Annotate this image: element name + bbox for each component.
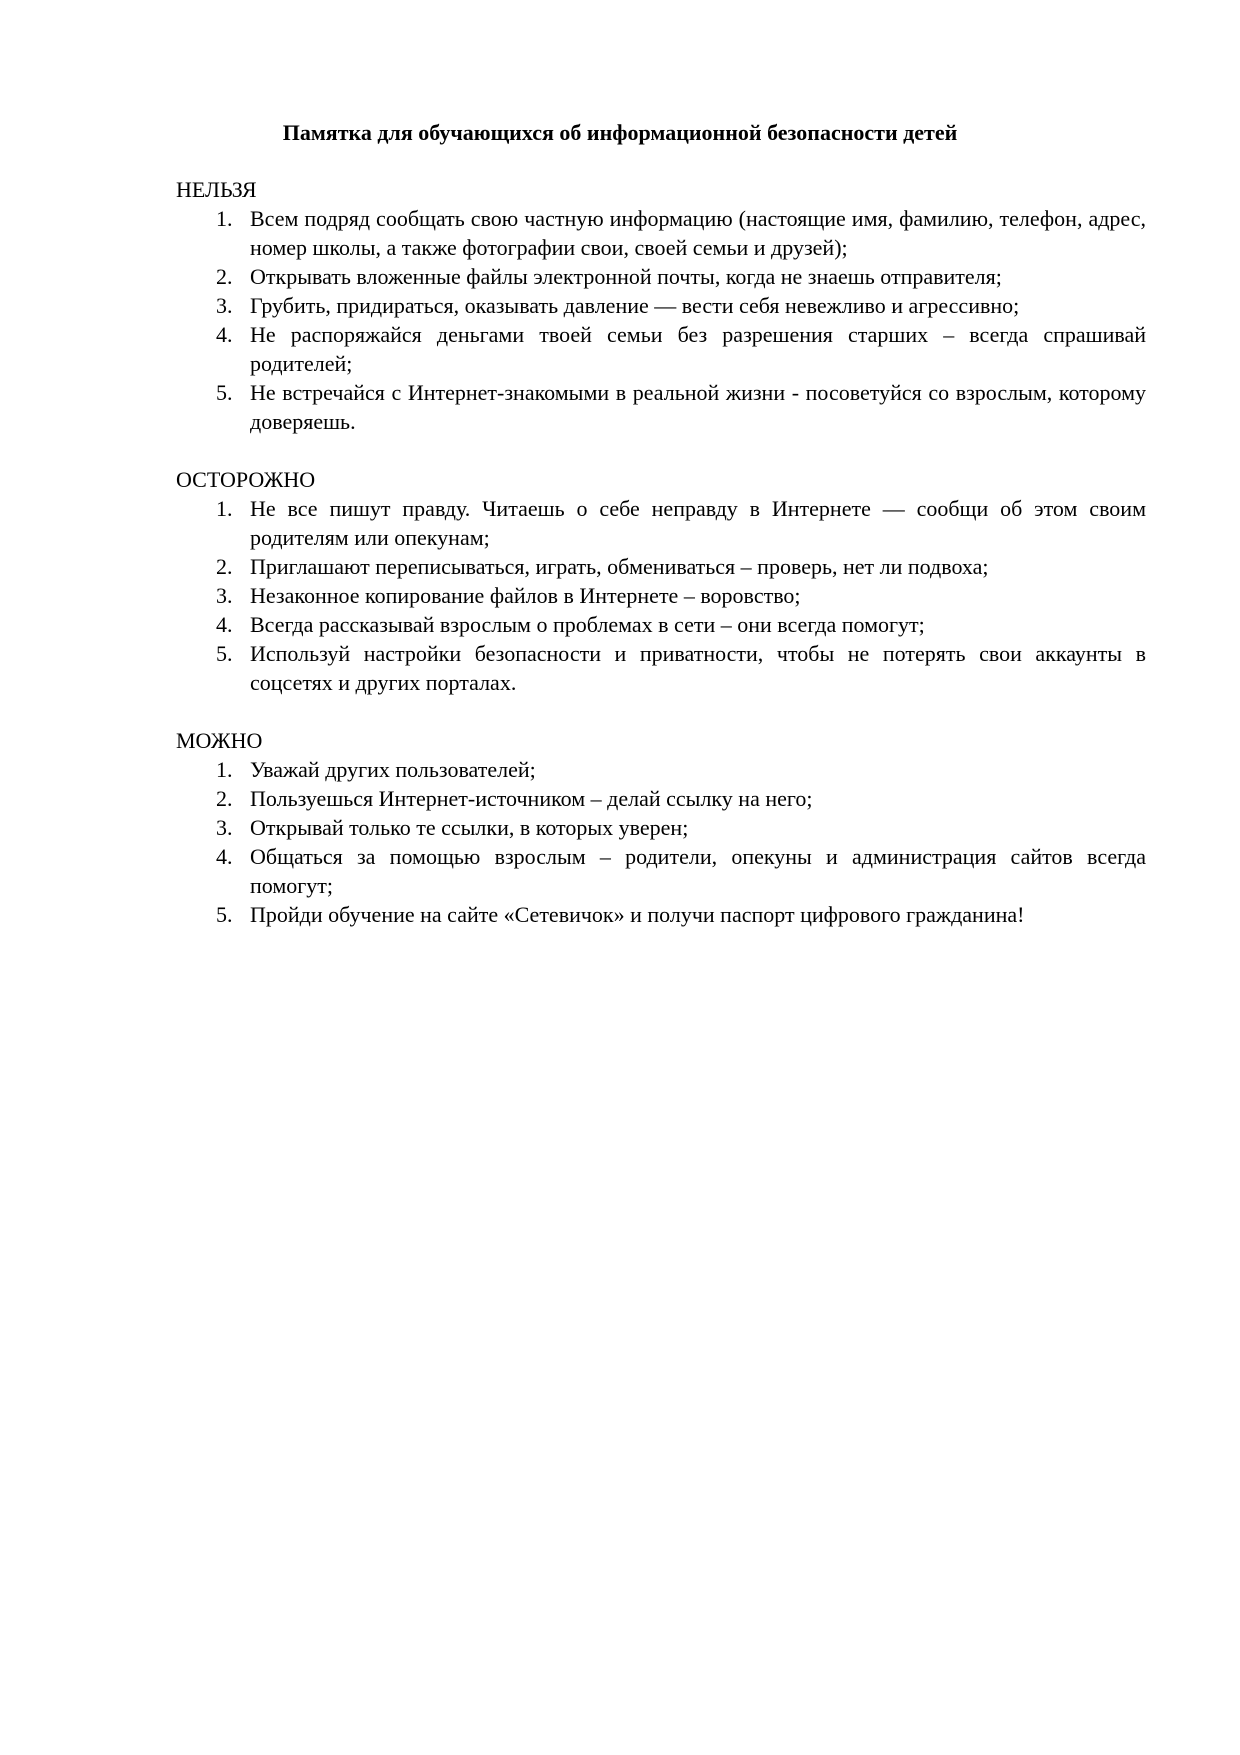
list-item <box>176 900 1146 929</box>
list-item <box>176 552 1146 581</box>
list-item <box>176 204 1146 262</box>
item-number: 2. <box>216 264 233 289</box>
section-heading: МОЖНО <box>176 728 263 753</box>
item-text: Пройди обучение на сайте «Сетевичок» и получи паспорт цифрового гражданина! <box>250 902 1025 927</box>
item-text: Незаконное копирование файлов в Интернете – воровство; <box>250 583 801 608</box>
item-number: 1. <box>216 757 233 782</box>
item-number: 5. <box>216 641 233 666</box>
list-item <box>176 755 1146 784</box>
list-item <box>176 494 1146 552</box>
list-item <box>176 378 1146 436</box>
item-number: 5. <box>216 380 233 405</box>
section-mozhno <box>176 726 1146 929</box>
item-text: Уважай других пользователей; <box>250 757 536 782</box>
item-text: Приглашают переписываться, играть, обмениваться – проверь, нет ли подвоха; <box>250 554 989 579</box>
item-list <box>176 494 1146 697</box>
section-ostorozhno <box>176 465 1146 697</box>
item-text: Не встречайся с Интернет-знакомыми в реальной жизни - посоветуйся со взрослым, которому доверяешь. <box>250 380 1146 434</box>
list-item <box>176 610 1146 639</box>
item-text: Используй настройки безопасности и приватности, чтобы не потерять свои аккаунты в соцсетях и других порталах. <box>250 641 1146 695</box>
item-number: 3. <box>216 293 233 318</box>
item-number: 3. <box>216 583 233 608</box>
item-number: 4. <box>216 322 233 347</box>
item-list <box>176 204 1146 436</box>
list-item <box>176 581 1146 610</box>
section-heading: ОСТОРОЖНО <box>176 467 316 492</box>
item-text: Не все пишут правду. Читаешь о себе неправду в Интернете — сообщи об этом своим родителям или опекунам; <box>250 496 1146 550</box>
document-content <box>176 175 1146 958</box>
item-text: Общаться за помощью взрослым – родители, опекуны и администрация сайтов всегда помогут; <box>250 844 1146 898</box>
item-number: 5. <box>216 902 233 927</box>
item-number: 2. <box>216 786 233 811</box>
list-item <box>176 784 1146 813</box>
item-list <box>176 755 1146 929</box>
section-nelzya <box>176 175 1146 436</box>
item-text: Всегда рассказывай взрослым о проблемах в сети – они всегда помогут; <box>250 612 925 637</box>
list-item <box>176 320 1146 378</box>
item-number: 3. <box>216 815 233 840</box>
list-item <box>176 813 1146 842</box>
section-heading: НЕЛЬЗЯ <box>176 177 257 202</box>
item-number: 4. <box>216 844 233 869</box>
item-text: Открывать вложенные файлы электронной почты, когда не знаешь отправителя; <box>250 264 1002 289</box>
document-title: Памятка для обучающихся об информационной безопасности детей <box>282 120 958 145</box>
item-text: Всем подряд сообщать свою частную информацию (настоящие имя, фамилию, телефон, адрес, номер школы, а также фотографии свои, своей семьи и друзей); <box>250 206 1146 260</box>
item-number: 2. <box>216 554 233 579</box>
item-text: Не распоряжайся деньгами твоей семьи без разрешения старших – всегда спрашивай родителей; <box>250 322 1146 376</box>
item-text: Пользуешься Интернет-источником – делай ссылку на него; <box>250 786 813 811</box>
list-item <box>176 262 1146 291</box>
list-item <box>176 842 1146 900</box>
item-text: Грубить, придираться, оказывать давление — вести себя невежливо и агрессивно; <box>250 293 1020 318</box>
item-text: Открывай только те ссылки, в которых уверен; <box>250 815 689 840</box>
item-number: 1. <box>216 206 233 231</box>
list-item <box>176 291 1146 320</box>
item-number: 4. <box>216 612 233 637</box>
item-number: 1. <box>216 496 233 521</box>
list-item <box>176 639 1146 697</box>
